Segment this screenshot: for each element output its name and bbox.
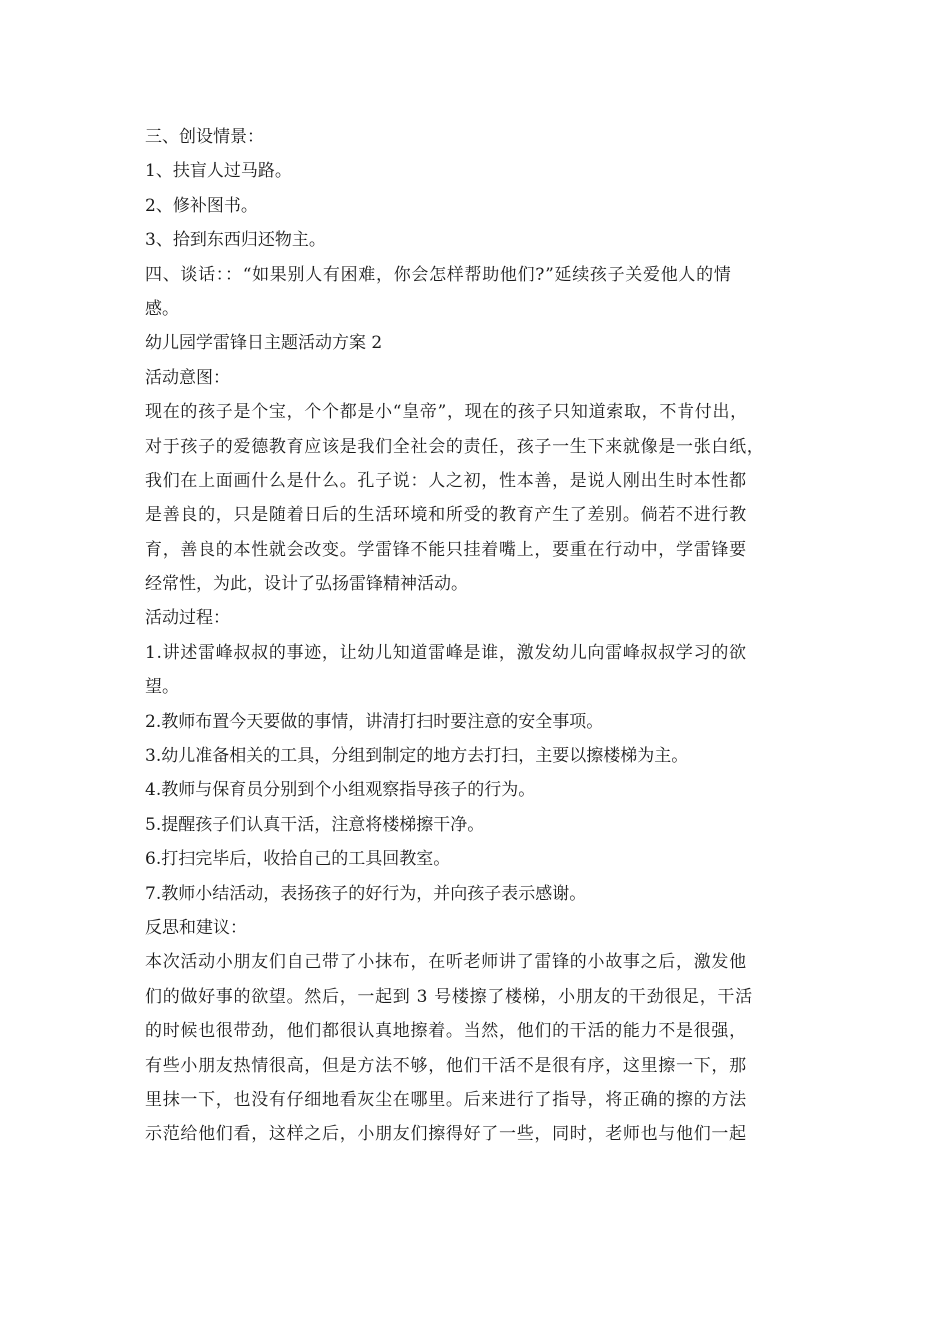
paragraph-line: 有些小朋友热情很高，但是方法不够，他们干活不是很有序，这里擦一下，那: [145, 1055, 747, 1076]
heading-scenario: 三、创设情景：: [145, 127, 264, 147]
paragraph-line: 本次活动小朋友们自己带了小抹布，在听老师讲了雷锋的小故事之后，激发他: [145, 952, 747, 973]
list-item: 1、扶盲人过马路。: [145, 161, 292, 182]
list-item: 6.打扫完毕后，收拾自己的工具回教室。: [145, 849, 451, 870]
list-item: 7.教师小结活动，表扬孩子的好行为，并向孩子表示感谢。: [145, 883, 587, 904]
paragraph-line: 感。: [145, 298, 179, 319]
heading-reflection: 反思和建议：: [145, 917, 247, 938]
section-title: 幼儿园学雷锋日主题活动方案 2: [145, 333, 383, 354]
list-item: 5.提醒孩子们认真干活，注意将楼梯擦干净。: [145, 814, 485, 835]
paragraph-line: 是善良的，只是随着日后的生活环境和所受的教育产生了差别。倘若不进行教: [145, 505, 747, 526]
list-item: 3、拾到东西归还物主。: [145, 230, 326, 251]
list-item: 2.教师布置今天要做的事情，讲清打扫时要注意的安全事项。: [145, 711, 604, 732]
list-item: 望。: [145, 677, 179, 698]
paragraph-line: 对于孩子的爱德教育应该是我们全社会的责任，孩子一生下来就像是一张白纸，: [145, 436, 765, 457]
paragraph-line: 们的做好事的欲望。然后，一起到 3 号楼擦了楼梯，小朋友的干劲很足，干活: [145, 986, 753, 1007]
paragraph-line: 现在的孩子是个宝，个个都是小“皇帝”，现在的孩子只知道索取，不肯付出，: [145, 402, 748, 423]
paragraph-line: 我们在上面画什么是什么。孔子说：人之初，性本善，是说人刚出生时本性都: [145, 470, 747, 491]
paragraph-line: 里抹一下，也没有仔细地看灰尘在哪里。后来进行了指导，将正确的擦的方法: [145, 1089, 747, 1110]
list-item: 3.幼儿准备相关的工具，分组到制定的地方去打扫，主要以擦楼梯为主。: [145, 746, 689, 767]
list-item: 4.教师与保育员分别到个小组观察指导孩子的行为。: [145, 780, 536, 801]
document-page: [145, 120, 825, 1152]
heading-process: 活动过程：: [145, 608, 230, 629]
paragraph-line: 育，善良的本性就会改变。学雷锋不能只挂着嘴上，要重在行动中，学雷锋要: [145, 539, 747, 560]
heading-intent: 活动意图：: [145, 367, 230, 388]
paragraph-line: 四、谈话：：“如果别人有困难，你会怎样帮助他们?”延续孩子关爱他人的情: [145, 264, 732, 285]
list-item: 1.讲述雷峰叔叔的事迹，让幼儿知道雷峰是谁，激发幼儿向雷峰叔叔学习的欲: [145, 642, 747, 663]
paragraph-line: 的时候也很带劲，他们都很认真地擦着。当然，他们的干活的能力不是很强，: [145, 1021, 747, 1042]
paragraph-line: 示范给他们看，这样之后，小朋友们擦得好了一些，同时，老师也与他们一起: [145, 1124, 747, 1145]
list-item: 2、修补图书。: [145, 195, 258, 216]
paragraph-line: 经常性，为此，设计了弘扬雷锋精神活动。: [145, 574, 468, 595]
